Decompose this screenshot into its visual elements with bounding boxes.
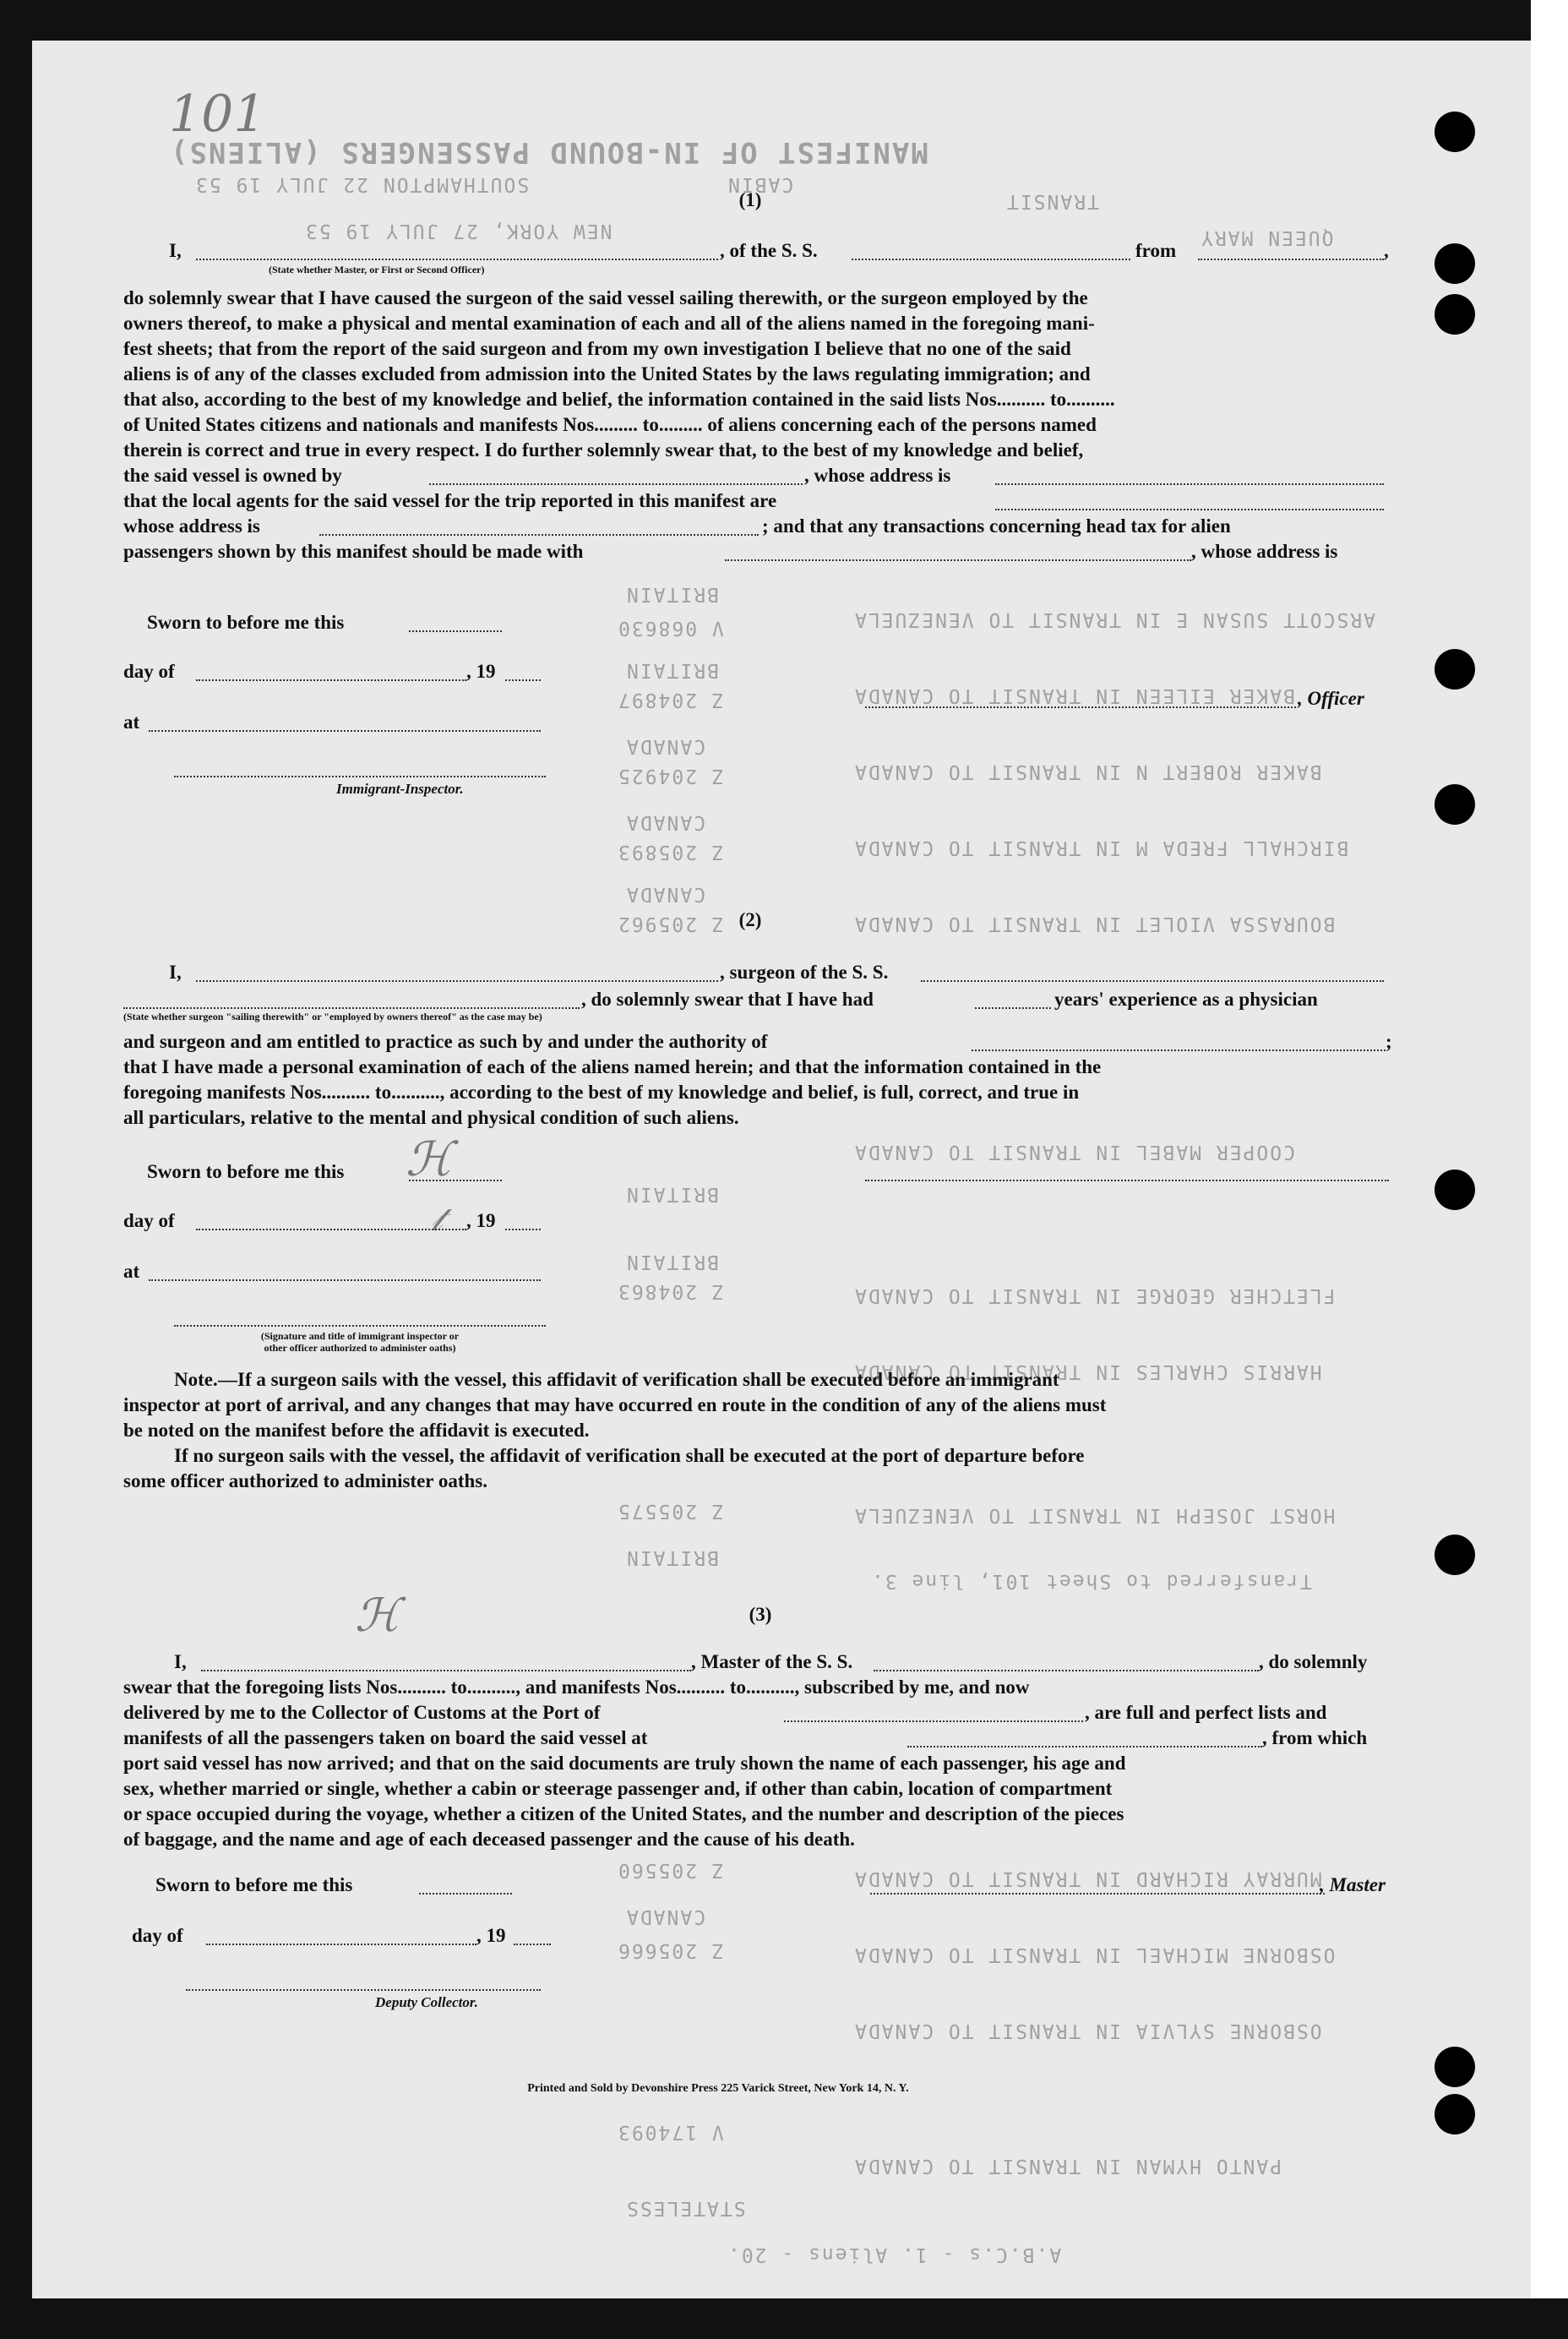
year-label: , 19 (466, 661, 496, 682)
note-text: be noted on the manifest before the affidavit is executed. (123, 1420, 590, 1441)
day-of-label: day of (123, 1210, 175, 1231)
punctuation: , (1384, 240, 1389, 261)
bleed-through-date: NEW YORK, 27 JULY 19 53 (304, 220, 612, 242)
bleed-through-number: Z 204863 (617, 1280, 724, 1302)
oath-i: I, (169, 962, 182, 983)
month-blank (206, 1944, 476, 1945)
sworn-label: Sworn to before me this (147, 612, 345, 633)
section-number: (2) (738, 909, 762, 930)
master-label: , Master (1320, 1874, 1386, 1895)
punch-hole (1435, 2047, 1475, 2087)
oath-text: aliens is of any of the classes excluded from admission into the United States by the laws regulating immigration; and (123, 363, 1091, 384)
oath-text: foregoing manifests Nos.......... to.........., according to the best of my knowledge and belief, is full, correct, and true in (123, 1082, 1080, 1103)
punch-hole (1435, 784, 1475, 825)
page-edge (1531, 0, 1568, 2339)
place-blank (149, 1279, 541, 1281)
bleed-through-number: Z 204925 (617, 765, 724, 787)
agents-blank (995, 509, 1384, 510)
handwritten-scribble: 𝓉 (431, 1200, 443, 1239)
officer-signature-blank (865, 706, 1296, 708)
note-text: If no surgeon sails with the vessel, the affidavit of verification shall be executed at the port of departure before (174, 1445, 1085, 1466)
oath-text: all particulars, relative to the mental and physical condition of such aliens. (123, 1107, 739, 1128)
handwritten-initials: ℋ (406, 1132, 453, 1187)
sworn-day-blank (409, 1180, 502, 1181)
oath-text: and surgeon and am entitled to practice as such by and under the authority of (123, 1031, 768, 1052)
punch-hole (1435, 649, 1475, 690)
oath-text: years' experience as a physician (1054, 989, 1318, 1010)
oath-text: , from which (1262, 1727, 1368, 1748)
inspector-signature-blank (174, 1325, 546, 1327)
bleed-through-number: Z 205962 (617, 913, 724, 935)
at-label: at (123, 712, 140, 733)
inspector-signature-blank (174, 776, 546, 777)
punch-hole (1435, 1170, 1475, 1210)
officer-rank-blank (196, 259, 718, 260)
oath-text: that also, according to the best of my knowledge and belief, the information contained in the said lists Nos.......... to.......... (123, 389, 1115, 410)
day-of-label: day of (123, 661, 175, 682)
bleed-through-row: BOURASSA VIOLET IN TRANSIT TO CANADA (853, 913, 1336, 935)
bleed-through-country: BRITAIN (625, 1546, 719, 1568)
year-label: , 19 (476, 1925, 506, 1946)
oath-text: ; and that any transactions concerning head tax for alien (762, 515, 1231, 537)
oath-text: fest sheets; that from the report of the said surgeon and from my own investigation I believe that no one of the said (123, 338, 1071, 359)
from-label: from (1135, 240, 1177, 261)
punch-hole (1435, 294, 1475, 335)
bleed-through-row: BAKER EILEEN IN TRANSIT TO CANADA (853, 684, 1295, 706)
year-blank (505, 679, 541, 681)
note-label: Note. (174, 1369, 218, 1390)
month-blank (196, 1229, 466, 1230)
oath-text: that I have made a personal examination of each of the aliens named herein; and that the information contained in the (123, 1056, 1102, 1077)
master-name-blank (201, 1670, 691, 1671)
bleed-through-row: COOPER MABEL IN TRANSIT TO CANADA (853, 1141, 1295, 1163)
of-ss-label: , of the S. S. (720, 240, 818, 261)
month-blank (196, 679, 466, 681)
bleed-through-number: Z 205893 (617, 841, 724, 863)
surgeon-status-blank (123, 1007, 580, 1009)
ship-name-blank (874, 1670, 1259, 1671)
bleed-through-country: CANADA (625, 883, 706, 905)
punctuation: ; (1386, 1031, 1392, 1052)
port-blank (784, 1720, 1083, 1722)
surgeon-signature-blank (865, 1180, 1389, 1181)
oath-text: sex, whether married or single, whether a cabin or steerage passenger and, if other than cabin, location of compartment (123, 1778, 1113, 1799)
year-blank (514, 1944, 551, 1945)
agents-address-blank (319, 534, 759, 536)
bleed-through-row: MURRAY RICHARD IN TRANSIT TO CANADA (853, 1867, 1322, 1889)
bleed-through-number: Z 205666 (617, 1939, 724, 1961)
sworn-day-blank (419, 1893, 512, 1895)
note-text: —If a surgeon sails with the vessel, this affidavit of verification shall be executed before an immigrant (218, 1369, 1059, 1390)
surgeon-of-label: , surgeon of the S. S. (720, 962, 889, 983)
bleed-through-country: STATELESS (625, 2197, 746, 2219)
punch-hole (1435, 1535, 1475, 1575)
ship-name-blank (921, 980, 1384, 982)
bleed-through-ship: QUEEN MARY (1200, 226, 1334, 248)
sworn-day-blank (409, 630, 502, 632)
punch-hole (1435, 112, 1475, 152)
oath-text: or space occupied during the voyage, whether a citizen of the United States, and the number and description of the pieces (123, 1803, 1124, 1824)
oath-text: delivered by me to the Collector of Customs at the Port of (123, 1702, 601, 1723)
surgeon-name-blank (196, 980, 718, 982)
bleed-through-cabin: CABIN (727, 173, 794, 195)
state-note: (State whether Master, or First or Second Officer) (269, 264, 485, 275)
oath-i: I, (169, 240, 182, 261)
authority-blank (972, 1050, 1386, 1051)
collector-signature-blank (186, 1989, 541, 1991)
owner-blank (429, 483, 803, 485)
bleed-through-number: V 068630 (617, 617, 724, 639)
bleed-through-country: BRITAIN (625, 1251, 719, 1273)
section-number: (3) (749, 1604, 772, 1625)
oath-text: , do solemnly swear that I have had (581, 989, 874, 1010)
oath-text: owners thereof, to make a physical and mental examination of each and all of the aliens named in the foregoing mani- (123, 313, 1095, 334)
bleed-through-transfer: Transferred to Sheet 101, line 3. (870, 1570, 1312, 1592)
bleed-through-country: BRITAIN (625, 1183, 719, 1205)
at-label: at (123, 1261, 140, 1282)
port-from-blank (1198, 259, 1384, 260)
punch-hole (1435, 243, 1475, 284)
bleed-through-row: HARRIS CHARLES IN TRANSIT TO CANADA (853, 1360, 1322, 1382)
bleed-through-country: BRITAIN (625, 659, 719, 681)
bleed-through-country: CANADA (625, 735, 706, 757)
year-label: , 19 (466, 1210, 496, 1231)
bleed-through-row: OSBORNE MICHAEL IN TRANSIT TO CANADA (853, 1944, 1336, 1966)
head-tax-blank (725, 559, 1191, 561)
printer-footer: Printed and Sold by Devonshire Press 225 Varick Street, New York 14, N. Y. (527, 2082, 909, 2095)
bleed-through-number: Z 205575 (617, 1500, 724, 1522)
sworn-label: Sworn to before me this (155, 1874, 353, 1895)
signature-note: (Signature and title of immigrant inspector or (260, 1330, 460, 1342)
oath-i: I, (174, 1651, 187, 1672)
address-label: , whose address is (804, 465, 951, 486)
punch-hole (1435, 2094, 1475, 2135)
bleed-through-row: FLETCHER GEORGE IN TRANSIT TO CANADA (853, 1284, 1336, 1306)
bleed-through-bottom: A.B.C.s - 1. Aliens - 20. (727, 2244, 1062, 2265)
bleed-through-country: BRITAIN (625, 583, 719, 605)
signature-note: other officer authorized to administer oaths) (264, 1342, 456, 1354)
oath-text: swear that the foregoing lists Nos.......... to.........., and manifests Nos.......... to.........., subscribed by me, and now (123, 1677, 1030, 1698)
handwritten-page-number: 101 (169, 85, 266, 144)
oath-text: of United States citizens and nationals and manifests Nos......... to......... of aliens concerning each of the persons named (123, 414, 1097, 435)
oath-text: port said vessel has now arrived; and that on the said documents are truly shown the name of each passenger, his age and (123, 1753, 1126, 1774)
agents-label: that the local agents for the said vessel for the trip reported in this manifest are (123, 490, 777, 511)
state-note: (State whether surgeon "sailing therewith" or "employed by owners thereof" as the case may be) (123, 1011, 542, 1022)
bleed-through-date: SOUTHAMPTON 22 JULY 19 53 (194, 173, 530, 195)
officer-label: , Officer (1298, 688, 1364, 709)
oath-text: of baggage, and the name and age of each deceased passenger and the cause of his death. (123, 1829, 855, 1850)
address-label: , whose address is (1191, 541, 1338, 562)
bleed-through-header: MANIFEST OF IN-BOUND PASSENGERS (ALIENS) (169, 135, 928, 169)
owner-address-blank (995, 483, 1384, 485)
ship-name-blank (852, 259, 1130, 260)
bleed-through-number: Z 204897 (617, 689, 724, 711)
day-of-label: day of (132, 1925, 183, 1946)
owner-label: the said vessel is owned by (123, 465, 342, 486)
bleed-through-number: V 174093 (617, 2121, 724, 2143)
sworn-label: Sworn to before me this (147, 1161, 345, 1182)
note-text: inspector at port of arrival, and any changes that may have occurred en route in the condition of any of the aliens must (123, 1394, 1107, 1415)
oath-text: passengers shown by this manifest should be made with (123, 541, 584, 562)
bleed-through-row: BAKER ROBERT N IN TRANSIT TO CANADA (853, 761, 1322, 782)
inspector-label: Immigrant-Inspector. (336, 781, 464, 797)
years-blank (975, 1007, 1051, 1009)
bleed-through-country: CANADA (625, 811, 706, 833)
collector-label: Deputy Collector. (375, 1994, 478, 2010)
place-blank (149, 730, 541, 732)
section-number: (1) (738, 189, 762, 210)
bleed-through-transit: TRANSIT (1005, 190, 1099, 212)
master-signature-blank (870, 1893, 1325, 1895)
handwritten-initials: ℋ (355, 1589, 400, 1642)
oath-text: manifests of all the passengers taken on board the said vessel at (123, 1727, 648, 1748)
bleed-through-row: ARSCOTT SUSAN E IN TRANSIT TO VENEZUELA (853, 608, 1376, 630)
master-of-label: , Master of the S. S. (691, 1651, 853, 1672)
bleed-through-number: Z 205560 (617, 1859, 724, 1881)
bleed-through-country: CANADA (625, 1906, 706, 1927)
bleed-through-row: BIRCHALL FREDA M IN TRANSIT TO CANADA (853, 837, 1349, 859)
bleed-through-row: OSBORNE SYLVIA IN TRANSIT TO CANADA (853, 2020, 1322, 2042)
bleed-through-row: HORST JOSEPH IN TRANSIT TO VENEZUELA (853, 1504, 1336, 1526)
departure-port-blank (907, 1746, 1262, 1747)
note-text: some officer authorized to administer oaths. (123, 1470, 487, 1491)
address-label: whose address is (123, 515, 260, 537)
oath-text: , do solemnly (1259, 1651, 1368, 1672)
oath-text: do solemnly swear that I have caused the surgeon of the said vessel sailing therewith, or the surgeon employed by the (123, 287, 1088, 308)
bleed-through-row: PANTO HYMAN IN TRANSIT TO CANADA (853, 2155, 1282, 2177)
oath-text: therein is correct and true in every respect. I do further solemnly swear that, to the best of my knowledge and belief, (123, 439, 1084, 461)
oath-text: , are full and perfect lists and (1085, 1702, 1327, 1723)
year-blank (505, 1229, 541, 1230)
page-edge-bottom (0, 2298, 1568, 2339)
